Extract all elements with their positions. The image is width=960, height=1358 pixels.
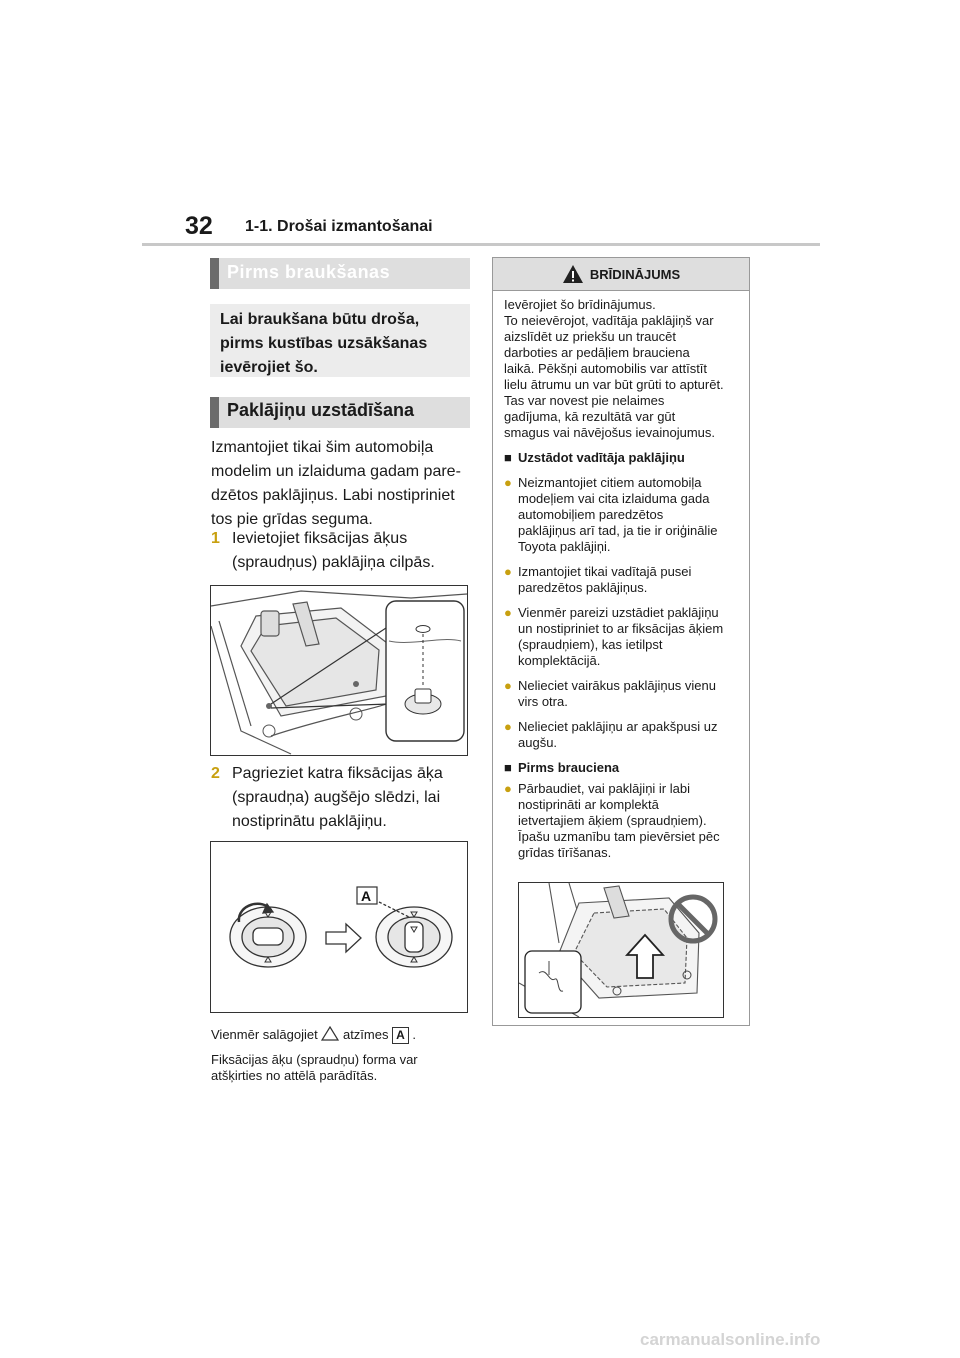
warning-bullet bbox=[504, 719, 749, 751]
bullet-dot-icon: ● bbox=[504, 564, 512, 579]
marker-box: A bbox=[392, 1027, 409, 1044]
bullet-dot-icon: ● bbox=[504, 605, 512, 620]
caption-text: atzīmes bbox=[342, 1027, 389, 1042]
bullet-line: Nelieciet paklājiņu ar apakšpusi uz bbox=[518, 719, 718, 734]
warning-line: Ievērojiet šo brīdinājumus. bbox=[504, 297, 656, 312]
watermark: carmanualsonline.info bbox=[640, 1330, 821, 1349]
bullet-line: paklājiņus arī tad, ja tie ir oriģinālie bbox=[518, 523, 718, 538]
subheading-text: Uzstādot vadītāja paklājiņu bbox=[518, 450, 685, 465]
warning-line: To neievērojot, vadītāja paklājiņš var bbox=[504, 313, 714, 328]
warning-triangle-icon bbox=[562, 264, 584, 284]
step-1 bbox=[211, 527, 473, 575]
chapter-title: 1-1. Drošai izmantošanai bbox=[245, 218, 433, 235]
bullet-dot-icon: ● bbox=[504, 719, 512, 734]
warning-line: aizslīdēt uz priekšu un traucēt bbox=[504, 329, 676, 344]
warning-line: smagus vai nāvējošus ievainojumus. bbox=[504, 425, 715, 440]
caption-line: atšķirties no attēlā parādītās. bbox=[211, 1068, 378, 1083]
figure-mat-slip-warning bbox=[518, 882, 724, 1018]
bullet-dot-icon: ● bbox=[504, 678, 512, 693]
bullet-line: nostiprināti ar komplektā bbox=[518, 797, 659, 812]
figure-lock-rotation bbox=[210, 841, 468, 1013]
warning-subheading bbox=[504, 760, 749, 776]
warning-line: gadījuma, kā rezultātā var gūt bbox=[504, 409, 676, 424]
warning-line: lielu ātrumu un var būt grūti to apturēt. bbox=[504, 377, 724, 392]
warning-line: laikā. Pēkšņi automobilis var attīstīt bbox=[504, 361, 708, 376]
section-title-floor-mats: Paklājiņu uzstādīšana bbox=[210, 397, 470, 428]
lock-rotation-illustration bbox=[211, 842, 467, 1012]
step-line: Ievietojiet fiksācijas āķus bbox=[232, 530, 408, 547]
warning-line: darboties ar pedāļiem brauciena bbox=[504, 345, 690, 360]
bullet-line: virs otra. bbox=[518, 694, 568, 709]
bullet-line: ietvertajiem āķiem (spraudņiem). bbox=[518, 813, 707, 828]
intro-line: Lai braukšana būtu droša, bbox=[220, 311, 420, 328]
warning-bullet bbox=[504, 475, 749, 555]
bullet-line: komplektācijā. bbox=[518, 653, 601, 668]
section-title-before-driving: Pirms braukšanas bbox=[210, 258, 470, 289]
mat-paragraph bbox=[211, 436, 473, 532]
warning-bullet bbox=[504, 678, 749, 710]
warning-title: BRĪDINĀJUMS bbox=[589, 266, 681, 282]
warning-line: Tas var novest pie nelaimes bbox=[504, 393, 665, 408]
page-number: 32 bbox=[185, 212, 213, 240]
caption-align bbox=[211, 1026, 481, 1044]
paragraph-line: dzētos paklājiņus. Labi nostipriniet bbox=[211, 487, 455, 504]
step-line: (spraudņa) augšējo slēdzi, lai bbox=[232, 789, 441, 806]
bullet-line: augšu. bbox=[518, 735, 558, 750]
mat-slip-illustration bbox=[519, 883, 723, 1017]
step-line: nostiprinātu paklājiņu. bbox=[232, 813, 387, 830]
warning-box bbox=[492, 257, 750, 1026]
intro-line: pirms kustības uzsākšanas bbox=[220, 335, 428, 352]
intro-box bbox=[210, 304, 470, 377]
bullet-dot-icon: ● bbox=[504, 781, 512, 796]
bullet-line: Vienmēr pareizi uzstādiet paklājiņu bbox=[518, 605, 719, 620]
bullet-line: paredzētos paklājiņus. bbox=[518, 580, 648, 595]
caption-text: . bbox=[412, 1027, 417, 1042]
caption-text: Vienmēr salāgojiet bbox=[211, 1027, 318, 1042]
bullet-line: Izmantojiet tikai vadītajā pusei bbox=[518, 564, 692, 579]
subheading-text: Pirms brauciena bbox=[518, 760, 620, 775]
bullet-line: Īpašu uzmanību tam pievērsiet pēc bbox=[518, 829, 720, 844]
square-bullet-icon: ■ bbox=[504, 760, 512, 775]
figure-mat-hooks bbox=[210, 585, 468, 756]
intro-line: ievērojiet šo. bbox=[220, 359, 318, 376]
warning-body bbox=[493, 291, 749, 861]
paragraph-line: modelim un izlaiduma gadam pare- bbox=[211, 463, 461, 480]
paragraph-line: tos pie grīdas seguma. bbox=[211, 511, 373, 528]
step-number: 2 bbox=[211, 765, 220, 782]
warning-subheading bbox=[504, 450, 749, 466]
bullet-line: Toyota paklājiņi. bbox=[518, 539, 611, 554]
step-number: 1 bbox=[211, 530, 220, 547]
caption-shape-note bbox=[211, 1052, 481, 1084]
bullet-line: Pārbaudiet, vai paklājiņi ir labi bbox=[518, 781, 690, 796]
step-2 bbox=[211, 762, 473, 834]
bullet-line: Neizmantojiet citiem automobiļa bbox=[518, 475, 702, 490]
header-divider bbox=[142, 243, 820, 246]
warning-header bbox=[493, 258, 749, 291]
warning-bullet bbox=[504, 564, 749, 596]
step-line: (spraudņus) paklājiņa cilpās. bbox=[232, 554, 435, 571]
bullet-line: automobiļiem paredzētos bbox=[518, 507, 664, 522]
bullet-line: grīdas tīrīšanas. bbox=[518, 845, 612, 860]
step-line: Pagrieziet katra fiksācijas āķa bbox=[232, 765, 443, 782]
bullet-line: (spraudņiem), kas ietilpst bbox=[518, 637, 663, 652]
bullet-line: modeļiem vai cita izlaiduma gada bbox=[518, 491, 710, 506]
square-bullet-icon: ■ bbox=[504, 450, 512, 465]
bullet-line: un nostipriniet to ar fiksācijas āķiem bbox=[518, 621, 724, 636]
bullet-line: Nelieciet vairākus paklājiņus vienu bbox=[518, 678, 716, 693]
paragraph-line: Izmantojiet tikai šim automobiļa bbox=[211, 439, 434, 456]
caption-line: Fiksācijas āķu (spraudņu) forma var bbox=[211, 1052, 418, 1067]
mat-hook-illustration bbox=[211, 586, 467, 755]
warning-bullet bbox=[504, 605, 749, 669]
triangle-marker-icon bbox=[321, 1026, 339, 1041]
bullet-dot-icon: ● bbox=[504, 475, 512, 490]
warning-bullet bbox=[504, 781, 749, 861]
warning-intro bbox=[504, 297, 749, 441]
marker-label: A bbox=[361, 888, 372, 904]
